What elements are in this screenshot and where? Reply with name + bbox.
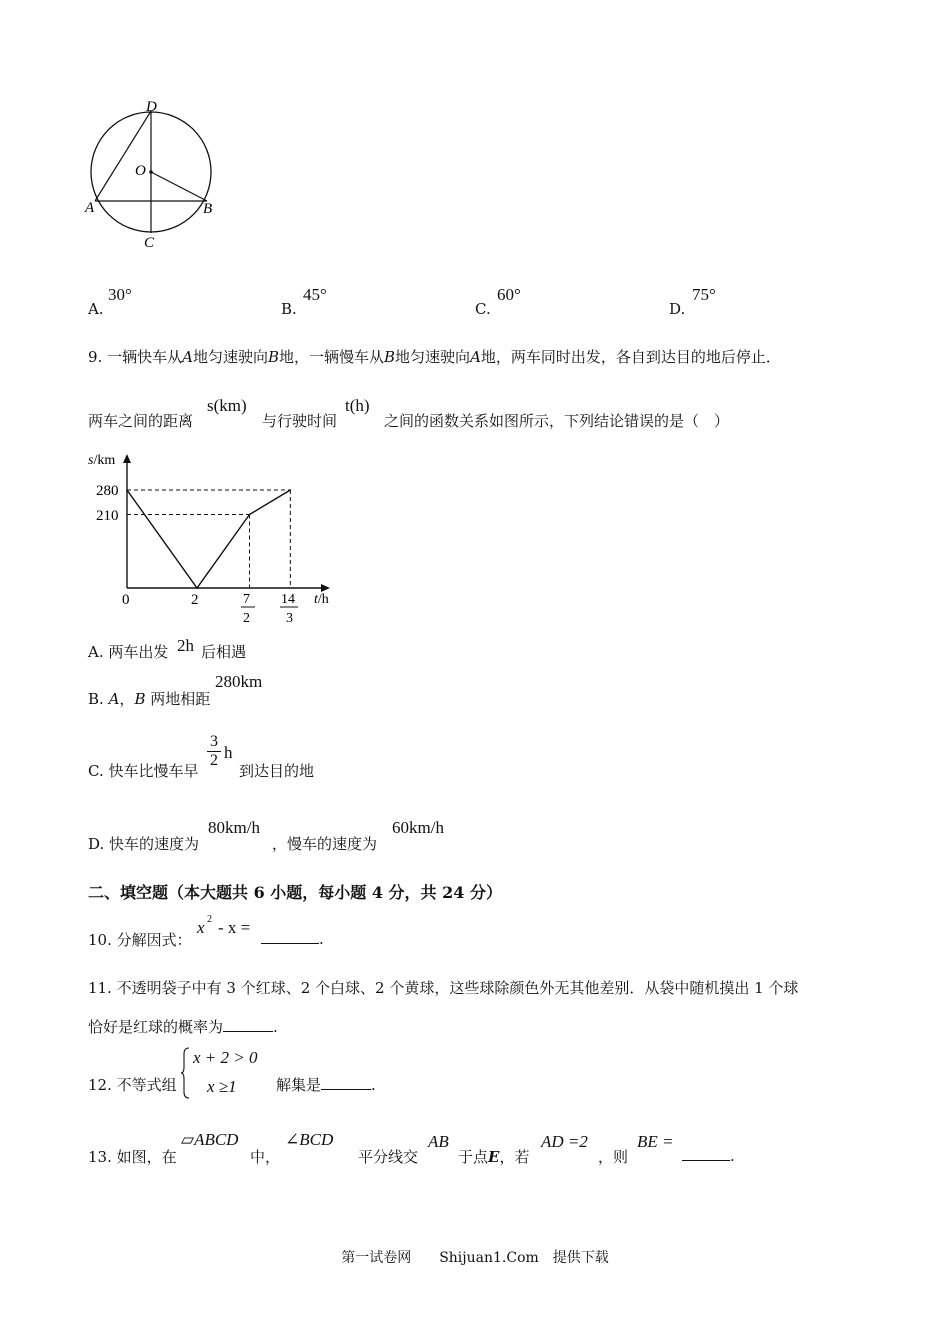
point-b: B — [134, 690, 146, 708]
option-value: 60° — [497, 285, 521, 304]
q9-text: 地匀速驶向 — [192, 348, 268, 366]
q9-text: 与行驶时间 — [262, 412, 338, 430]
data-point — [249, 514, 251, 516]
frac-den: 3 — [286, 611, 293, 626]
section-heading: 二、填空题（本大题共 6 小题，每小题 4 分，共 24 分） — [88, 883, 502, 902]
option-text: 后相遇 — [201, 643, 247, 661]
math-t-h: t(h) — [345, 396, 370, 415]
inequality-2: x ≥1 — [207, 1077, 237, 1096]
answer-blank[interactable] — [321, 1075, 371, 1090]
q9-text: 地匀速驶向 — [395, 348, 471, 366]
unit-h: h — [224, 743, 233, 762]
frac-num: 7 — [243, 592, 250, 607]
segment-ob — [151, 172, 207, 201]
option-text: ，慢车的速度为 — [272, 835, 378, 853]
q9-text: 之间的函数关系如图所示，下列结论错误的是（ ） — [384, 412, 730, 430]
point-b: B — [267, 348, 279, 366]
question-text: 中， — [250, 1148, 281, 1166]
option-letter: B. — [281, 300, 297, 318]
page-footer: 第一试卷网 Shijuan1.Com 提供下载 — [341, 1250, 609, 1266]
label-o: O — [135, 163, 146, 179]
answer-blank[interactable] — [261, 929, 319, 944]
x-tick-14-3 — [280, 592, 298, 626]
frac-num: 14 — [281, 592, 295, 607]
inequality-1: x + 2 > 0 — [193, 1048, 258, 1067]
data-point — [290, 489, 292, 491]
question-text: 平分线交 — [358, 1148, 419, 1166]
math-be: BE = — [637, 1132, 674, 1151]
q9-text: 地，两车同时出发，各自到达目的地后停止． — [480, 348, 781, 366]
point-a: A — [108, 690, 120, 708]
frac-num: 3 — [210, 733, 218, 750]
option-value: 45° — [303, 285, 327, 304]
question-text: 12. 不等式组 — [88, 1076, 177, 1094]
period: . — [371, 1076, 376, 1094]
y-tick-280: 280 — [96, 483, 119, 499]
question-text: 恰好是红球的概率为 — [88, 1018, 224, 1036]
frac-den: 2 — [243, 611, 250, 626]
question-text: 13. 如图，在 — [88, 1148, 177, 1166]
label-c: C — [144, 235, 155, 251]
math-ab: AB — [428, 1132, 449, 1151]
circle-figure — [80, 95, 230, 255]
label-d: D — [146, 99, 157, 115]
data-point — [196, 587, 198, 589]
option-value: 75° — [692, 285, 716, 304]
period: . — [319, 930, 324, 948]
option-text: 两地相距 — [150, 690, 211, 708]
question-text: 10. 分解因式： — [88, 931, 192, 949]
option-letter: C. — [475, 300, 491, 318]
option-text: C. 快车比慢车早 — [88, 762, 199, 780]
math-80kmh: 80km/h — [208, 818, 260, 837]
x-axis-label: t/h — [314, 592, 329, 607]
answer-blank[interactable] — [682, 1146, 730, 1161]
series-line — [127, 490, 290, 588]
question-number: 9. — [88, 348, 103, 366]
point-a: A — [470, 348, 481, 366]
label-b: B — [203, 201, 213, 217]
q9-line1 — [88, 346, 781, 367]
option-letter: A. — [88, 300, 104, 318]
period: . — [730, 1147, 735, 1165]
question-text: 于点 — [458, 1148, 489, 1166]
question-text: 解集是 — [276, 1076, 322, 1094]
option-letter: B. — [88, 690, 104, 708]
math-ad-2: AD =2 — [541, 1132, 588, 1151]
q11-line2 — [88, 1016, 278, 1037]
answer-blank[interactable] — [223, 1017, 273, 1032]
y-axis-label: s/km — [88, 453, 116, 468]
data-point — [126, 489, 128, 491]
q11-line1: 11. 不透明袋子中有 3 个红球、2 个白球、2 个黄球，这些球除颜色外无其他差别．从袋中随机摸出 1 个球 — [88, 979, 799, 997]
point-a: A — [182, 348, 193, 366]
x-tick-0: 0 — [122, 592, 130, 608]
point-b: B — [384, 348, 396, 366]
math-parallelogram: ▱ABCD — [181, 1130, 239, 1149]
axes — [123, 454, 330, 592]
separator: ， — [119, 690, 135, 708]
segment-ad — [95, 111, 151, 201]
math-60kmh: 60km/h — [392, 818, 444, 837]
option-text: 到达目的地 — [239, 762, 315, 780]
frac-den: 2 — [210, 752, 218, 769]
distance-time-graph — [80, 445, 350, 630]
period: . — [273, 1018, 278, 1036]
math-s-km: s(km) — [207, 396, 247, 415]
question-text: ，若 — [499, 1148, 530, 1166]
x-tick-7-2 — [241, 592, 255, 626]
q9-text: 一辆快车从 — [107, 348, 183, 366]
x-tick-2: 2 — [191, 592, 199, 608]
fraction-3-2 — [207, 733, 221, 770]
q9-text: 两车之间的距离 — [88, 412, 194, 430]
math-exponent: 2 — [207, 914, 212, 925]
math-280km: 280km — [215, 672, 263, 691]
math-x: x — [197, 918, 205, 937]
center-dot — [149, 170, 153, 174]
y-tick-210: 210 — [96, 508, 119, 524]
option-value: 30° — [108, 285, 132, 304]
q9-text: 地，一辆慢车从 — [279, 348, 385, 366]
option-letter: D. — [669, 300, 686, 318]
point-e: E — [488, 1148, 500, 1166]
math-2h: 2h — [177, 636, 194, 655]
option-text: D. 快车的速度为 — [88, 835, 200, 853]
question-text: ，则 — [598, 1148, 629, 1166]
math-rest: - x = — [218, 918, 251, 937]
option-text: A. 两车出发 — [88, 643, 169, 661]
label-a: A — [85, 200, 95, 216]
math-angle-bcd: ∠BCD — [285, 1130, 334, 1149]
brace-icon — [181, 1047, 191, 1099]
